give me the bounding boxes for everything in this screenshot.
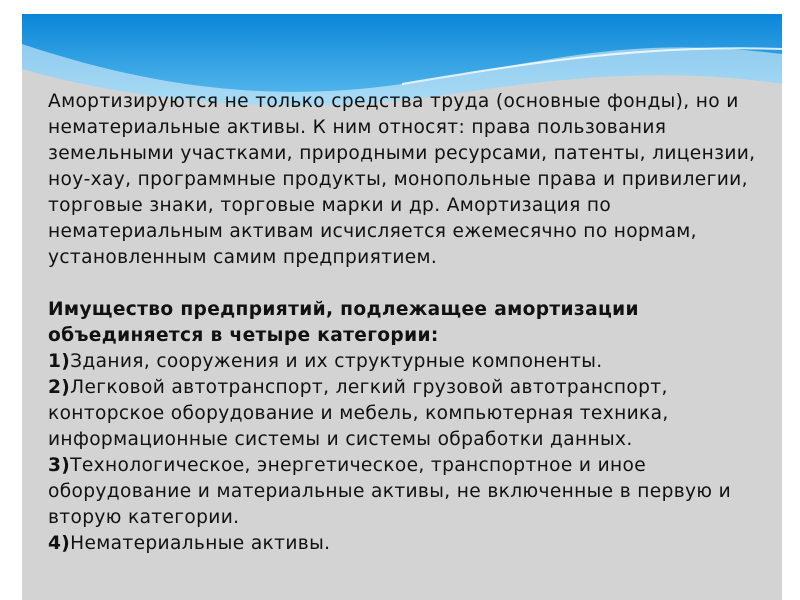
category-text: Нематериальные активы. xyxy=(70,533,331,554)
category-text: Легковой автотранспорт, легкий грузовой автотранспорт, конторское оборудование и мебель, компьютерная техника, информационные системы и системы обработки данных. xyxy=(48,377,669,450)
category-item-1 xyxy=(48,349,773,375)
category-number: 1) xyxy=(48,351,71,372)
category-item-2 xyxy=(48,375,773,453)
content-panel xyxy=(22,14,782,600)
categories-heading: Имущество предприятий, подлежащее амортизации объединяется в четыре категории: xyxy=(48,299,639,346)
paragraph-intro: Амортизируются не только средства труда (основные фонды), но и нематериальные активы. К ним относят: права пользования земельными участками, природными ресурсами, патенты, лицензии, ноу-хау, программные продукты, монопольные права и привилегии, торговые знаки, торговые марки и др. Амортизация по нематериальным активам исчисляется ежемесячно по нормам, установленным самим предприятием. xyxy=(48,91,756,268)
category-number: 4) xyxy=(48,533,71,554)
category-item-4 xyxy=(48,531,773,557)
paragraph-spacer xyxy=(48,271,773,297)
category-item-3 xyxy=(48,453,773,531)
category-text: Здания, сооружения и их структурные компоненты. xyxy=(70,351,603,372)
category-number: 3) xyxy=(48,455,71,476)
slide-body xyxy=(48,89,773,557)
category-text: Технологическое, энергетическое, транспортное и иное оборудование и материальные активы, не включенные в первую и вторую категории. xyxy=(48,455,732,528)
category-number: 2) xyxy=(48,377,71,398)
